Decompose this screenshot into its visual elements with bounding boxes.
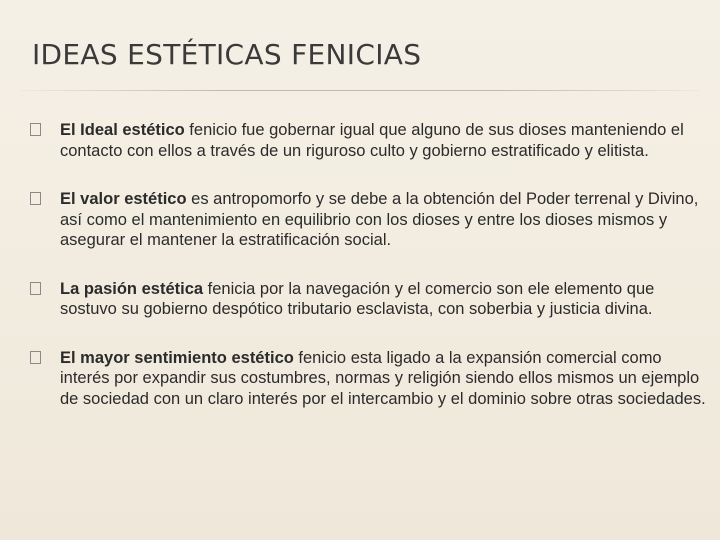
- bullet-lead: La pasión estética: [60, 279, 204, 298]
- bullet-item: [30, 279, 710, 320]
- title-divider: [20, 90, 700, 91]
- bullet-lead: El Ideal estético: [60, 121, 185, 139]
- bullet-text: fenicia por la navegación y el comercio son ele elemento que sostuvo su gobierno despótico tributario esclavista, con soberbia y justicia divina.: [60, 279, 655, 318]
- bullet-item: [30, 189, 710, 251]
- bullet-text: es antropomorfo y se debe a la obtención del Poder terrenal y Divino, así como el mantenimiento en equilibrio con los dioses y entre los dioses mismos y asegurar el mantener la estratificación social.: [60, 190, 699, 249]
- bullet-text: fenicio esta ligado a la expansión comercial como interés por expandir sus costumbres, normas y religión siendo ellos mismos un ejemplo de sociedad con un claro interés por el intercambio y el dominio sobre otras sociedades.: [60, 348, 706, 408]
- bullet-item: [30, 348, 710, 410]
- bullet-lead: El valor estético: [60, 190, 187, 208]
- square-bullet-icon: [30, 282, 41, 295]
- bullet-list: [30, 120, 710, 437]
- square-bullet-icon: [30, 351, 41, 364]
- bullet-lead: El mayor sentimiento estético: [60, 348, 294, 367]
- bullet-text: fenicio fue gobernar igual que alguno de sus dioses manteniendo el contacto con ellos a través de un riguroso culto y gobierno estratificado y elitista.: [60, 121, 684, 160]
- slide-title: IDEAS ESTÉTICAS FENICIAS: [32, 38, 422, 71]
- square-bullet-icon: [30, 192, 41, 205]
- square-bullet-icon: [30, 123, 41, 136]
- bullet-item: [30, 120, 710, 161]
